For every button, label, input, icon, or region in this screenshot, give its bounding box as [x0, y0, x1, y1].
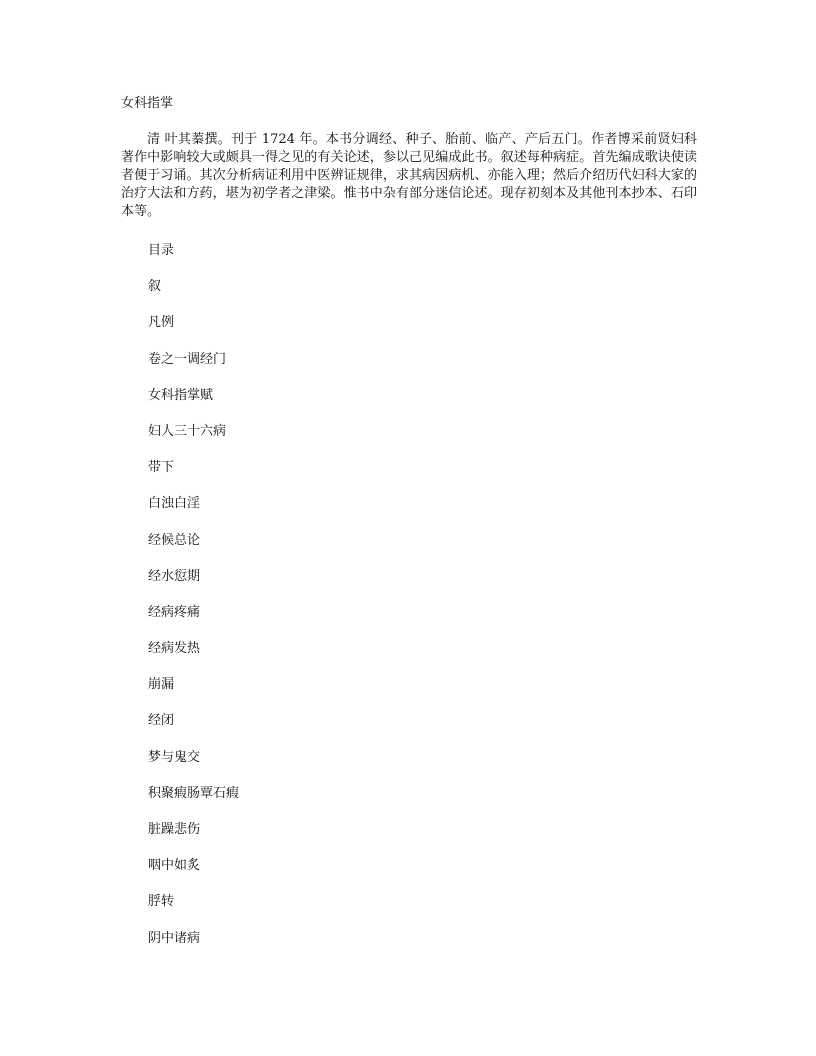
toc-item: 叙 [148, 279, 162, 295]
toc-item: 卷之一调经门 [148, 351, 227, 367]
toc-item: 经病发热 [148, 641, 201, 657]
intro-paragraph: 清 叶其蓁撰。刊于 1724 年。本书分调经、种子、胎前、临产、产后五门。作者博采前贤妇科著作中影响较大或颇具一得之见的有关论述，参以己见编成此书。叙述每种病症。首先编成歌诀使读者便于习诵。其次分析病证利用中医辨证规律，求其病因病机、亦能入理；然后介绍历代妇科大家的治疗大法和方药，堪为初学者之津梁。惟书中杂有部分迷信论述。现存初刻本及其他刊本抄本、石印本等。 [121, 132, 697, 219]
toc-item: 阴中诸病 [148, 930, 201, 946]
toc-item: 妇人三十六病 [148, 423, 227, 439]
toc-item: 凡例 [148, 315, 175, 331]
toc-heading: 目录 [148, 243, 175, 258]
toc-item: 经水愆期 [148, 568, 201, 584]
toc-item: 脏躁悲伤 [148, 822, 201, 837]
toc-item: 经闭 [148, 713, 175, 729]
toc-item: 经病疼痛 [148, 604, 201, 620]
toc-item: 经候总论 [148, 532, 201, 548]
toc-item: 脬转 [148, 894, 175, 910]
document-title: 女科指掌 [121, 96, 174, 111]
toc-item: 白浊白淫 [148, 496, 201, 512]
toc-item: 女科指掌赋 [148, 387, 214, 403]
table-of-contents [148, 242, 239, 966]
toc-item: 带下 [148, 460, 175, 476]
toc-item: 咽中如炙 [148, 858, 201, 874]
toc-item: 积聚瘕肠覃石瘕 [148, 785, 240, 801]
toc-item: 崩漏 [148, 677, 175, 693]
toc-item: 梦与鬼交 [148, 749, 201, 765]
